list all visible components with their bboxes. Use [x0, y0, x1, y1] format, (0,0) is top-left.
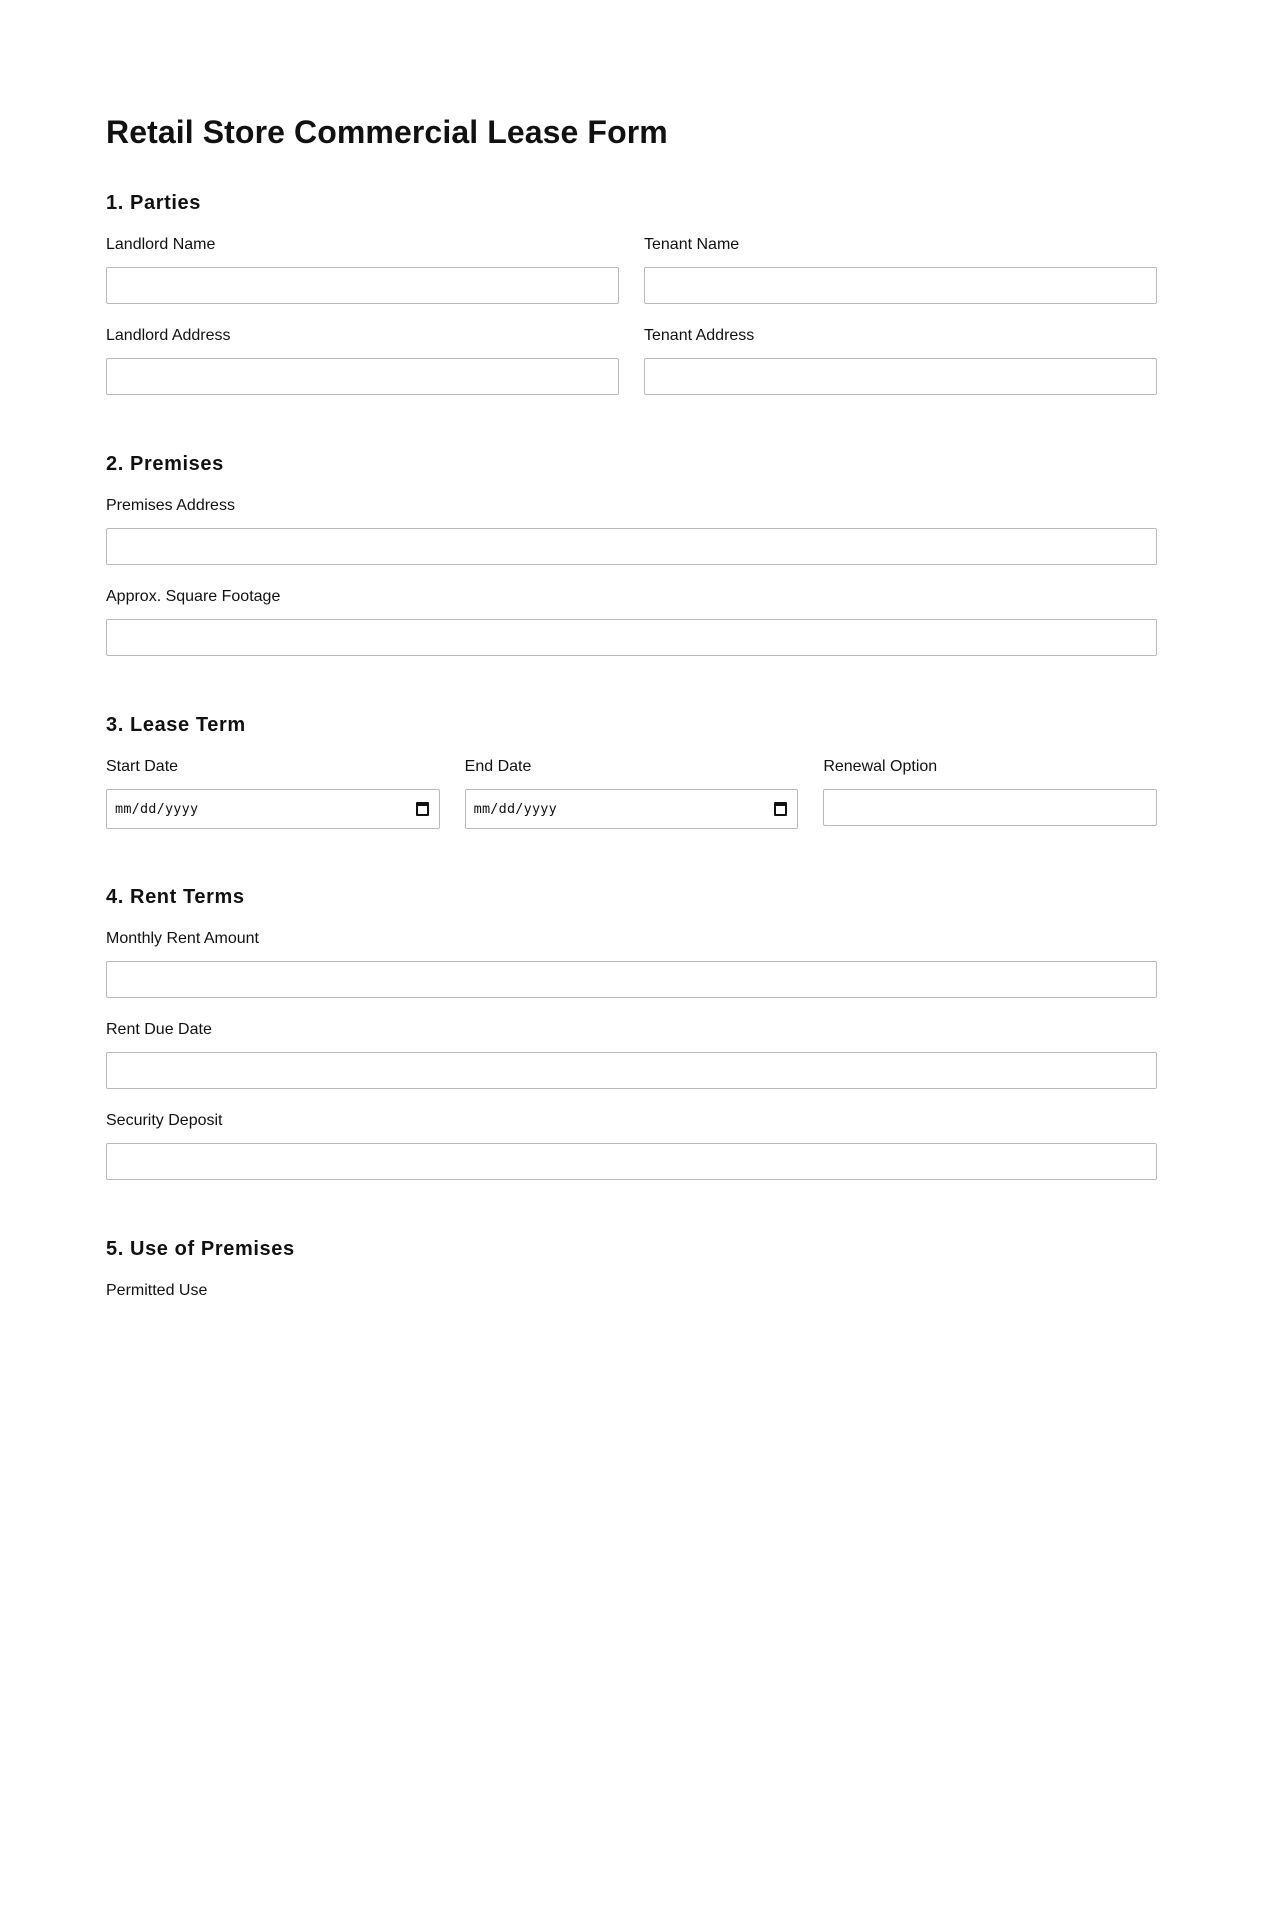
security-deposit-input[interactable] [106, 1143, 1157, 1180]
landlord-name-field [106, 235, 619, 304]
landlord-address-label: Landlord Address [106, 327, 231, 344]
rent-due-date-label: Rent Due Date [106, 1021, 212, 1038]
section-title-parties: 1. Parties [106, 192, 201, 214]
monthly-rent-field [106, 929, 1157, 998]
square-footage-field [106, 587, 1157, 656]
monthly-rent-label: Monthly Rent Amount [106, 930, 259, 947]
page-title: Retail Store Commercial Lease Form [106, 114, 668, 150]
rent-due-date-input[interactable] [106, 1052, 1157, 1089]
end-date-field [465, 757, 799, 829]
renewal-option-label: Renewal Option [823, 758, 938, 775]
renewal-option-field [823, 757, 1157, 829]
section-title-premises: 2. Premises [106, 453, 224, 475]
start-date-field [106, 757, 440, 829]
calendar-icon[interactable] [416, 802, 429, 816]
landlord-address-field [106, 326, 619, 395]
section-parties [106, 191, 1157, 395]
landlord-name-input[interactable] [106, 267, 619, 304]
permitted-use-field [106, 1281, 1157, 1300]
end-date-input[interactable] [465, 789, 799, 829]
section-title-use-of-premises: 5. Use of Premises [106, 1238, 295, 1260]
security-deposit-field [106, 1111, 1157, 1180]
premises-address-field [106, 496, 1157, 565]
tenant-address-input[interactable] [644, 358, 1157, 395]
premises-address-input[interactable] [106, 528, 1157, 565]
section-title-rent-terms: 4. Rent Terms [106, 886, 245, 908]
section-premises [106, 452, 1157, 656]
monthly-rent-input[interactable] [106, 961, 1157, 998]
tenant-name-input[interactable] [644, 267, 1157, 304]
security-deposit-label: Security Deposit [106, 1112, 223, 1129]
start-date-placeholder: mm/dd/yyyy [115, 801, 199, 817]
end-date-placeholder: mm/dd/yyyy [473, 801, 557, 817]
landlord-address-input[interactable] [106, 358, 619, 395]
section-use-of-premises [106, 1237, 1157, 1300]
section-rent-terms [106, 885, 1157, 1180]
section-title-lease-term: 3. Lease Term [106, 714, 246, 736]
start-date-label: Start Date [106, 758, 179, 775]
start-date-input[interactable] [106, 789, 440, 829]
calendar-icon[interactable] [774, 802, 787, 816]
tenant-address-label: Tenant Address [644, 327, 755, 344]
end-date-label: End Date [464, 758, 532, 775]
rent-due-date-field [106, 1020, 1157, 1089]
renewal-option-input[interactable] [823, 789, 1157, 826]
landlord-name-label: Landlord Name [106, 236, 216, 253]
square-footage-input[interactable] [106, 619, 1157, 656]
premises-address-label: Premises Address [106, 497, 235, 514]
tenant-name-field [644, 235, 1157, 304]
square-footage-label: Approx. Square Footage [106, 588, 281, 605]
tenant-name-label: Tenant Name [644, 236, 740, 253]
tenant-address-field [644, 326, 1157, 395]
permitted-use-label: Permitted Use [106, 1282, 208, 1299]
section-lease-term [106, 713, 1157, 829]
